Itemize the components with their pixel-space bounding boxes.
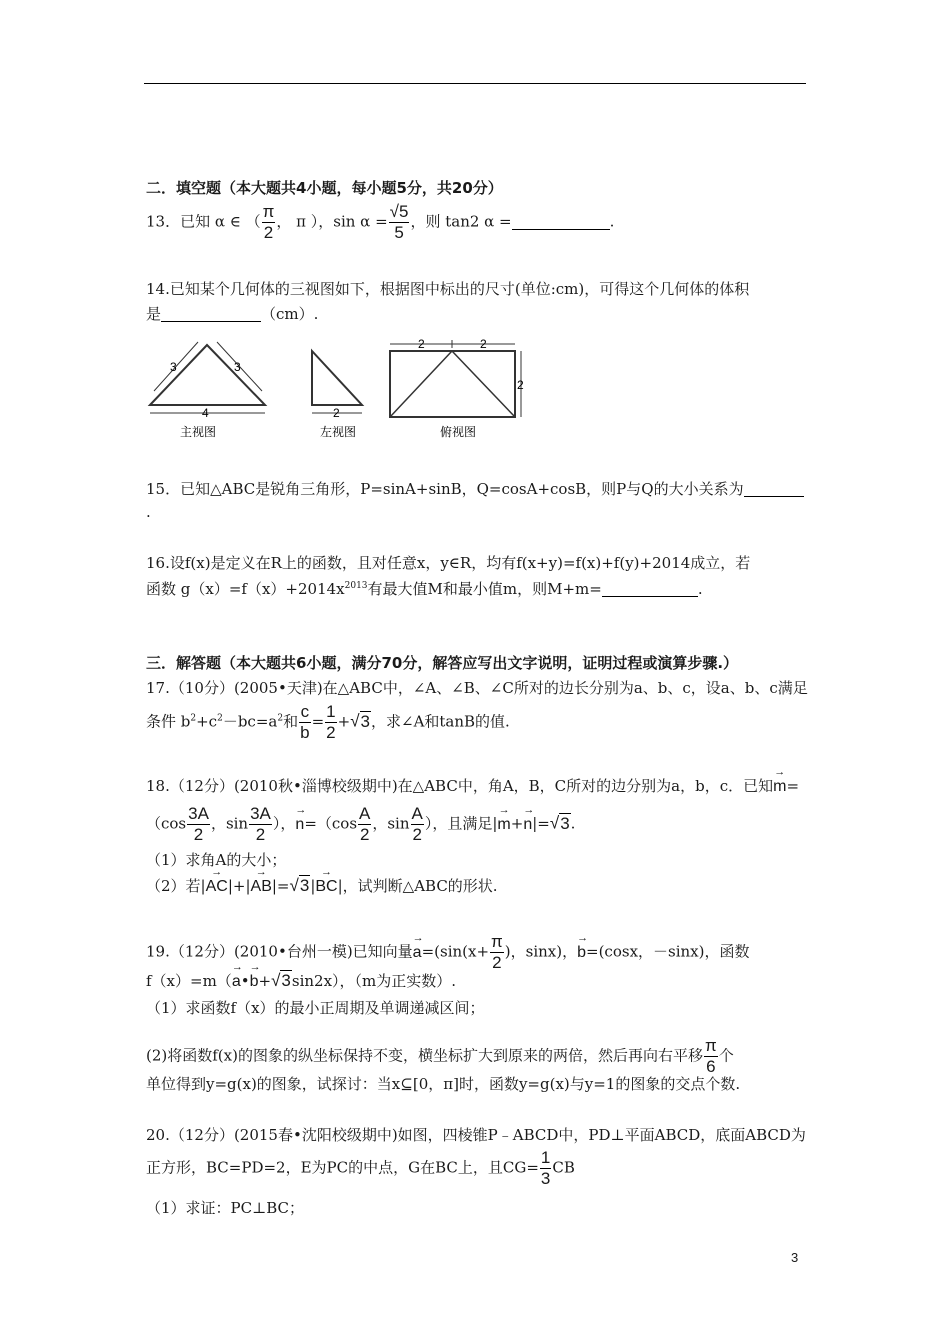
section2-title: 二．填空题（本大题共4小题，每小题5分，共20分）	[146, 179, 503, 197]
question-18-sub2: （2）若|→ AC|+|→ AB|=√3|→ BC|，试判断△ABC的形状.	[146, 875, 498, 896]
question-14-line1: 14.已知某个几何体的三视图如下，根据图中标出的尺寸(单位:cm)，可得这个几何体的体积	[146, 280, 750, 298]
section3-title: 三．解答题（本大题共6小题，满分70分，解答应写出文字说明，证明过程或演算步骤.）	[146, 654, 739, 672]
answer-blank	[161, 305, 261, 322]
top-view-label: 俯视图	[440, 425, 477, 439]
question-20-line2: 正方形，BC=PD=2，E为PC的中点，G在BC上，且CG= $\frac{1}{3}$ CB	[146, 1148, 575, 1188]
question-16-line1: 16.设f(x)是定义在R上的函数，且对任意x，y∈R，均有f(x+y)=f(x)+f(y)+2014成立，若	[146, 554, 751, 572]
question-18-line1: 18.（12分）(2010秋•淄博校级期中)在△ABC中，角A，B，C所对的边分别为a，b，c．已知→ m=	[146, 775, 799, 796]
question-19-line2: f（x）=m（→ a•→ b+√3sin2x），（m为正实数）.	[146, 970, 456, 991]
answer-blank	[512, 213, 610, 230]
question-19-sub2: (2)将函数f(x)的图象的纵坐标保持不变，横坐标扩大到原来的两倍，然后再向右平移 $\frac{\pi}{6}$ 个	[146, 1036, 734, 1076]
fraction-pi-over-2: $\frac{\pi}{2}$	[262, 202, 275, 242]
question-18-line2: （cos $\frac{3A}{2}$ ，sin $\frac{3A}{2}$ ），→ n=（cos $\frac{A}{2}$ ，sin $\frac{A}{2}$ ），且满足|→ m+→ n|=√3.	[146, 804, 575, 845]
front-dim-right: 3	[234, 360, 241, 374]
question-18-sub1: （1）求角A的大小；	[146, 851, 287, 869]
question-16-line2: 函数 $g(x)=f(x)+2014x^{2013}$有最大值M和最小值m，则M+m= .	[146, 580, 703, 598]
front-view-label: 主视图	[180, 425, 217, 439]
front-dim-left: 3	[170, 360, 177, 374]
three-view-figure	[140, 335, 530, 445]
page-number: 3	[791, 1250, 799, 1265]
front-view-diagram	[150, 342, 265, 439]
top-view-diagram	[390, 337, 524, 439]
header-rule	[144, 83, 806, 84]
question-19-sub1: （1）求函数f（x）的最小正周期及单调递减区间；	[146, 999, 485, 1017]
question-15-line1: 15．已知△ABC是锐角三角形，P=sinA+sinB，Q=cosA+cosB，则P与Q的大小关系为	[146, 478, 804, 499]
top-dim-left: 2	[418, 337, 425, 351]
question-17-line1: 17.（10分）(2005•天津)在△ABC中，∠A、∠B、∠C所对的边长分别为a、b、c，设a、b、c满足	[146, 679, 808, 697]
top-dim-side: 2	[517, 378, 524, 392]
question-20-sub1: （1）求证：PC⊥BC；	[146, 1199, 304, 1217]
question-20-line1: 20.（12分）(2015春•沈阳校级期中)如图，四棱锥P﹣ABCD中，PD⊥平面ABCD，底面ABCD为	[146, 1126, 806, 1144]
question-19-sub2-cont: 单位得到y=g(x)的图象，试探讨：当x⊆[0，π]时，函数y=g(x)与y=1的图象的交点个数.	[146, 1075, 741, 1093]
side-view-diagram	[312, 351, 362, 439]
question-19-line1: 19.（12分）(2010•台州一模)已知向量→ a=(sin(x+ $\frac{\pi}{2}$ )，sinx)，→ b=(cosx，－sinx)，函数	[146, 932, 750, 973]
question-17-line2: 条件 $b^2+c^2-bc=a^2$和 $\frac{c}{b}$ = $\frac{1}{2}$ +√3，求∠A和tanB的值.	[146, 702, 510, 742]
top-dim-right: 2	[480, 337, 487, 351]
fraction-sqrt5-over-5: $\frac{√5}{5}$	[389, 202, 409, 242]
question-15-line2: .	[146, 503, 151, 521]
answer-blank	[744, 480, 804, 497]
question-13: 13．已知 α ∈ （ $\frac{\pi}{2}$ ， π ），sin α = $\frac{√5}{5}$ ，则 tan2 α = .	[146, 202, 615, 242]
answer-blank	[602, 580, 698, 597]
side-dim-bottom: 2	[333, 406, 340, 420]
front-dim-bottom: 4	[202, 406, 209, 420]
side-view-label: 左视图	[320, 425, 357, 439]
question-14-line2: 是 （cm）.	[146, 305, 319, 323]
